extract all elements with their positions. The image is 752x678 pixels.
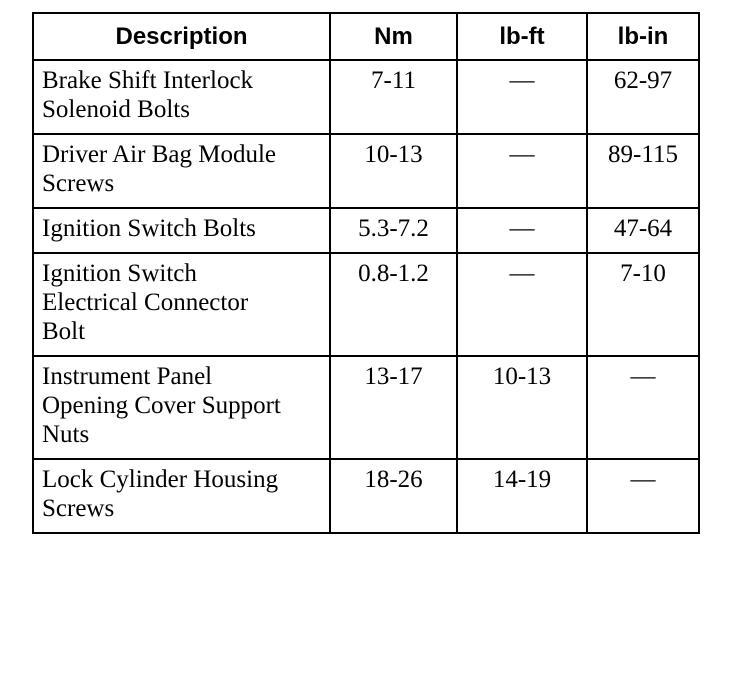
torque-spec-table — [32, 12, 700, 534]
nm-cell: 5.3-7.2 — [330, 208, 457, 253]
lb-in-cell: 47-64 — [587, 208, 699, 253]
header-lb-ft: lb-ft — [457, 13, 587, 60]
description-line: Ignition Switch — [42, 260, 197, 287]
nm-cell: 7-11 — [330, 60, 457, 134]
header-nm: Nm — [330, 13, 457, 60]
description-line: Ignition Switch Bolts — [42, 215, 256, 242]
description-cell — [33, 356, 330, 459]
description-cell — [33, 459, 330, 533]
header-row — [33, 13, 699, 60]
lb-ft-cell: — — [457, 208, 587, 253]
description-line: Screws — [42, 495, 115, 522]
description-line: Driver Air Bag Module — [42, 141, 276, 168]
description-cell — [33, 208, 330, 253]
header-description: Description — [33, 13, 330, 60]
description-line: Screws — [42, 170, 115, 197]
lb-in-cell: 7-10 — [587, 253, 699, 356]
table-row — [33, 60, 699, 134]
nm-cell: 10-13 — [330, 134, 457, 208]
table-row — [33, 253, 699, 356]
description-line: Nuts — [42, 421, 90, 448]
description-line: Brake Shift Interlock — [42, 67, 254, 94]
description-cell — [33, 253, 330, 356]
nm-cell: 13-17 — [330, 356, 457, 459]
lb-in-cell: — — [587, 459, 699, 533]
description-line: Solenoid Bolts — [42, 96, 190, 123]
table-row — [33, 134, 699, 208]
description-line: Lock Cylinder Housing — [42, 466, 279, 493]
lb-ft-cell: — — [457, 253, 587, 356]
lb-ft-cell: — — [457, 60, 587, 134]
lb-ft-cell: 14-19 — [457, 459, 587, 533]
table-row — [33, 208, 699, 253]
lb-ft-cell: — — [457, 134, 587, 208]
lb-in-cell: 62-97 — [587, 60, 699, 134]
lb-ft-cell: 10-13 — [457, 356, 587, 459]
description-cell — [33, 134, 330, 208]
lb-in-cell: 89-115 — [587, 134, 699, 208]
nm-cell: 18-26 — [330, 459, 457, 533]
description-line: Electrical Connector — [42, 289, 249, 316]
header-lb-in: lb-in — [587, 13, 699, 60]
description-cell — [33, 60, 330, 134]
table-row — [33, 356, 699, 459]
lb-in-cell: — — [587, 356, 699, 459]
description-line: Bolt — [42, 318, 86, 345]
nm-cell: 0.8-1.2 — [330, 253, 457, 356]
description-line: Instrument Panel — [42, 363, 213, 390]
description-line: Opening Cover Support — [42, 392, 281, 419]
table-row — [33, 459, 699, 533]
